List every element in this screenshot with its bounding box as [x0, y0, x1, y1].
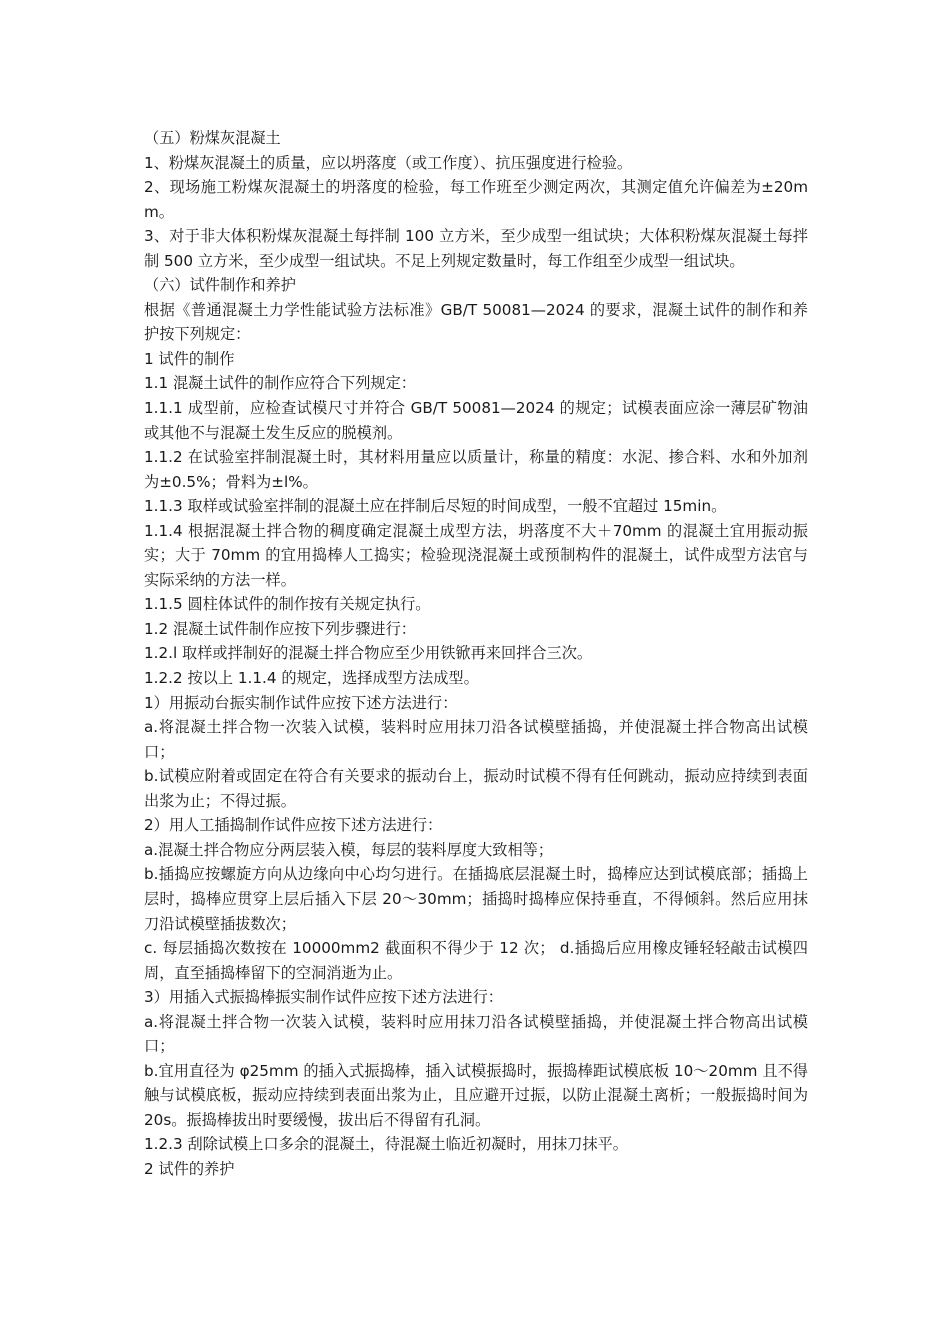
clause-1-1-1: 1.1.1 成型前，应检查试模尺寸并符合 GB/T 50081—2024 的规定；试模表面应涂一薄层矿物油或其他不与混凝土发生反应的脱模剂。 [144, 399, 808, 442]
method-2-manual-tamping: 2）用人工插捣制作试件应按下述方法进行： [144, 816, 443, 835]
paragraph-1: 1、粉煤灰混凝土的质量，应以坍落度（或工作度）、抗压强度进行检验。 [144, 153, 633, 172]
method-2-step-a: a.混凝土拌合物应分两层装入模，每层的装料厚度大致相等； [144, 840, 554, 859]
method-3-step-a: a.将混凝土拌合物一次装入试模，装料时应用抹刀沿各试模壁插捣，并使混凝土拌合物高出试模口； [144, 1012, 808, 1056]
clause-1-1-3: 1.1.3 取样或试验室拌制的混凝土应在拌制后尽短的时间成型，一般不宜超过 15min。 [144, 497, 727, 516]
clause-1-1: 1.1 混凝土试件的制作应符合下列规定： [144, 374, 416, 393]
method-1-step-a: a.将混凝土拌合物一次装入试模，装料时应用抹刀沿各试模壁插捣，并使混凝土拌合物高出试模口； [144, 718, 808, 761]
method-3-step-b: b.宜用直径为 φ25mm 的插入式振捣棒，插入试模振捣时，振捣棒距试模底板 10～20mm 且不得触与试模底板，振动应持续到表面出浆为止，且应避开过振，以防止混凝土离析；一般振捣时间为 20s。振捣棒拔出时要缓慢，拔出后不得留有孔洞。 [144, 1061, 808, 1129]
section-heading-fly-ash-concrete: （五）粉煤灰混凝土 [144, 129, 281, 147]
subheading-specimen-curing: 2 试件的养护 [144, 1159, 235, 1178]
clause-1-1-4: 1.1.4 根据混凝土拌合物的稠度确定混凝土成型方法，坍落度不大＋70mm 的混凝土宜用振动振实；大于 70mm 的宜用捣棒人工捣实；检验现浇混凝土或预制构件的混凝土，试件成型方法官与实际采纳的方法一样。 [144, 521, 808, 589]
clause-1-2-1: 1.2.l 取样或拌制好的混凝土拌合物应至少用铁锨再来回拌合三次。 [144, 644, 593, 663]
method-1-step-b: b.试模应附着或固定在符合有关要求的振动台上，振动时试模不得有任何跳动，振动应持续到表面出浆为止；不得过振。 [144, 767, 808, 810]
subheading-specimen-making: 1 试件的制作 [144, 349, 235, 368]
clause-1-2-3: 1.2.3 刮除试模上口多余的混凝土，待混凝土临近初凝时，用抹刀抹平。 [144, 1135, 628, 1154]
clause-1-2: 1.2 混凝土试件制作应按下列步骤进行： [144, 619, 416, 638]
method-3-immersion-vibrator: 3）用插入式振捣棒振实制作试件应按下述方法进行： [144, 988, 503, 1007]
paragraph-3: 3、对于非大体积粉煤灰混凝土每拌制 100 立方米，至少成型一组试块；大体积粉煤灰混凝土每拌制 500 立方米，至少成型一组试块。不足上列规定数量时，每工作组至少成型一组试块。 [144, 227, 808, 270]
paragraph-2: 2、现场施工粉煤灰混凝土的坍落度的检验，每工作班至少测定两次，其测定值允许偏差为±20mm。 [144, 178, 808, 221]
clause-1-2-2: 1.2.2 按以上 1.1.4 的规定，选择成型方法成型。 [144, 669, 479, 688]
clause-1-1-2: 1.1.2 在试验室拌制混凝土时，其材料用量应以质量计，称量的精度：水泥、掺合料、水和外加剂为±0.5%；骨料为±l%。 [144, 448, 808, 491]
method-2-step-b: b.插捣应按螺旋方向从边缘向中心均匀进行。在插捣底层混凝土时，捣棒应达到试模底部；插捣上层时，捣棒应贯穿上层后插入下层 20～30mm；插捣时捣棒应保持垂直，不得倾斜。然后应用抹刀沿试模壁插拔数次； [144, 865, 808, 933]
method-1-vibration-table: 1）用振动台振实制作试件应按下述方法进行： [144, 693, 458, 712]
clause-1-1-5: 1.1.5 圆柱体试件的制作按有关规定执行。 [144, 595, 431, 614]
method-2-step-c-d: c. 每层插捣次数按在 10000mm2 截面积不得少于 12 次； d.插捣后应用橡皮锤轻轻敲击试模四周，直至插捣棒留下的空洞消逝为止。 [144, 939, 808, 982]
section-heading-specimen-making: （六）试件制作和养护 [144, 276, 296, 295]
paragraph-standard-reference: 根据《普通混凝土力学性能试验方法标准》GB/T 50081—2024 的要求，混凝土试件的制作和养护按下列规定： [144, 300, 808, 344]
document-page [144, 126, 808, 1182]
